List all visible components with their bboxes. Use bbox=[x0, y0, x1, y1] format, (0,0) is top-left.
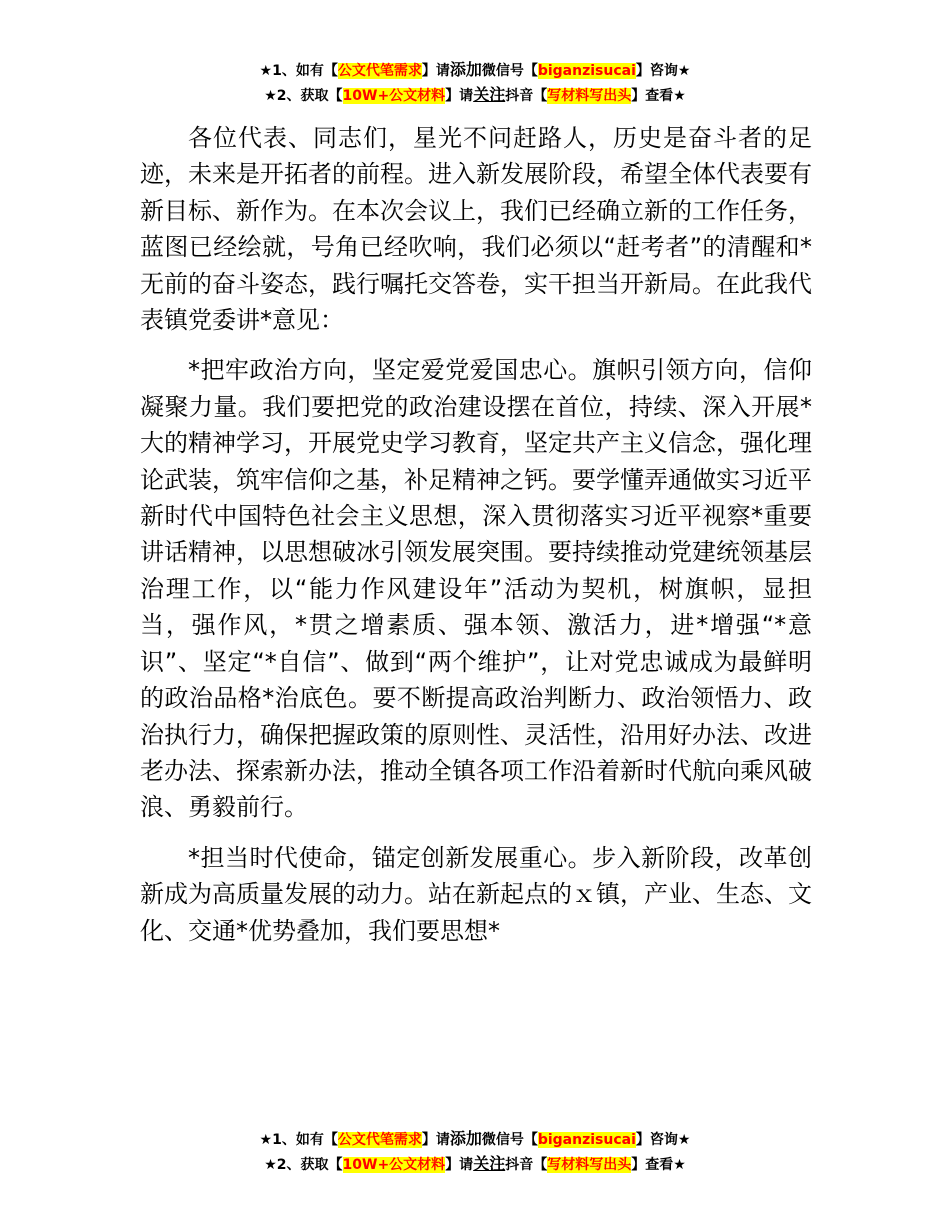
promo-highlight: 写材料写出头 bbox=[547, 88, 632, 104]
promo-text: ★1、如有【 bbox=[259, 63, 338, 79]
promo-emphasis: 关注 bbox=[473, 85, 506, 104]
promo-highlight: 写材料写出头 bbox=[547, 1157, 632, 1173]
promo-highlight: 公文代笔需求 bbox=[337, 1132, 422, 1148]
promo-text: ★1、如有【 bbox=[259, 1132, 338, 1148]
promo-text: 抖音【 bbox=[505, 1157, 548, 1173]
promo-text: ★2、获取【 bbox=[264, 88, 343, 104]
promo-text: 微信号【 bbox=[481, 63, 538, 79]
promo-text: 】查看★ bbox=[631, 88, 686, 104]
promo-text: 抖音【 bbox=[505, 88, 548, 104]
footer-promo-line-1 bbox=[0, 1127, 950, 1152]
promo-highlight: biganzisucai bbox=[537, 63, 636, 79]
promo-text: 】咨询★ bbox=[635, 1132, 691, 1148]
promo-text: 】查看★ bbox=[631, 1157, 686, 1173]
promo-emphasis: 关注 bbox=[473, 1154, 506, 1173]
header-promo-line-2 bbox=[0, 83, 950, 108]
promo-text: 】请 bbox=[445, 1157, 474, 1173]
promo-highlight: 公文代笔需求 bbox=[337, 63, 422, 79]
promo-text: 】咨询★ bbox=[635, 63, 691, 79]
header-promo-banner bbox=[0, 58, 950, 108]
promo-text: 】请 bbox=[445, 88, 474, 104]
body-paragraph-1: 各位代表、同志们，星光不问赶路人，历史是奋斗者的足迹，未来是开拓者的前程。进入新发展阶段，希望全体代表要有新目标、新作为。在本次会议上，我们已经确立新的工作任务，蓝图已经绘就，号角已经吹响，我们必须以“赶考者”的清醒和*无前的奋斗姿态，践行嘱托交答卷，实干担当开新局。在此我代表镇党委讲*意见： bbox=[140, 124, 812, 335]
promo-emphasis: 添加 bbox=[449, 60, 482, 79]
footer-promo-line-2 bbox=[0, 1152, 950, 1177]
promo-text: ★2、获取【 bbox=[264, 1157, 343, 1173]
promo-text: 】请 bbox=[421, 1132, 450, 1148]
promo-highlight: 10W+公文材料 bbox=[342, 1157, 446, 1173]
document-body bbox=[140, 120, 812, 963]
body-paragraph-2: *把牢政治方向，坚定爱党爱国忠心。旗帜引领方向，信仰凝聚力量。我们要把党的政治建设摆在首位，持续、深入开展*大的精神学习，开展党史学习教育，坚定共产主义信念，强化理论武装，筑牢信仰之基，补足精神之钙。要学懂弄通做实习近平新时代中国特色社会主义思想，深入贯彻落实习近平视察*重要讲话精神，以思想破冰引领发展突围。要持续推动党建统领基层治理工作，以“能力作风建设年”活动为契机，树旗帜，显担当，强作风，*贯之增素质、强本领、激活力，进*增强“*意识”、坚定“*自信”、做到“两个维护”，让对党忠诚成为最鲜明的政治品格*治底色。要不断提高政治判断力、政治领悟力、政治执行力，确保把握政策的原则性、灵活性，沿用好办法、改进老办法、探索新办法，推动全镇各项工作沿着新时代航向乘风破浪、勇毅前行。 bbox=[140, 356, 812, 822]
promo-text: 微信号【 bbox=[481, 1132, 538, 1148]
header-promo-line-1 bbox=[0, 58, 950, 83]
body-paragraph-3: *担当时代使命，锚定创新发展重心。步入新阶段，改革创新成为高质量发展的动力。站在新起点的ｘ镇，产业、生态、文化、交通*优势叠加，我们要思想* bbox=[140, 843, 812, 945]
promo-emphasis: 添加 bbox=[449, 1129, 482, 1148]
footer-promo-banner bbox=[0, 1127, 950, 1177]
promo-highlight: biganzisucai bbox=[537, 1132, 636, 1148]
promo-text: 】请 bbox=[421, 63, 450, 79]
promo-highlight: 10W+公文材料 bbox=[342, 88, 446, 104]
